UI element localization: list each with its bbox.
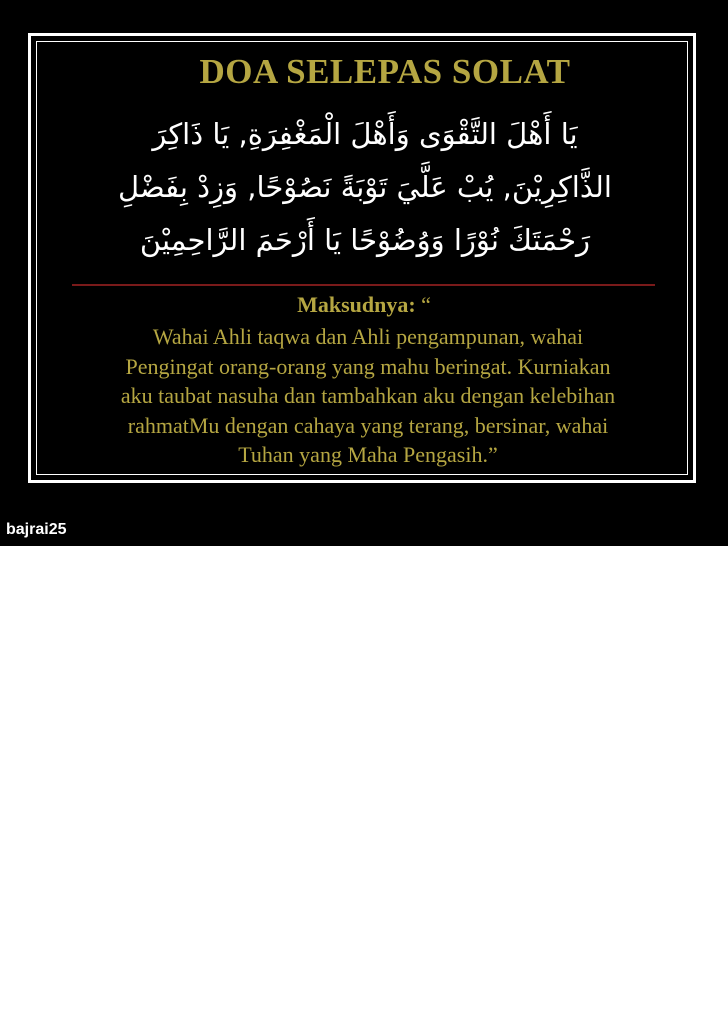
slide-title: DOA SELEPAS SOLAT bbox=[199, 52, 571, 91]
arabic-prayer-text bbox=[70, 108, 660, 267]
author-watermark: bajrai25 bbox=[6, 521, 67, 538]
arabic-line-2: الذَّاكِرِيْنَ, يُبْ عَلَّيَ تَوْبَةً نَصُوْحًا, وَزِدْ بِفَضْلِ bbox=[118, 170, 612, 204]
meaning-label: Maksudnya: bbox=[297, 292, 416, 317]
translation-line-5: Tuhan yang Maha Pengasih.” bbox=[238, 442, 498, 467]
translation-line-1: Wahai Ahli taqwa dan Ahli pengampunan, wahai bbox=[152, 324, 584, 349]
meaning-heading bbox=[0, 292, 728, 318]
translation-text bbox=[46, 322, 690, 470]
translation-line-3: aku taubat nasuha dan tambahkan aku dengan kelebihan bbox=[120, 383, 616, 408]
arabic-line-1: يَا أَهْلَ التَّقْوَى وَأَهْلَ الْمَغْفِرَةِ, يَا ذَاكِرَ bbox=[152, 117, 578, 151]
meaning-open-quote: “ bbox=[421, 292, 431, 317]
divider-line bbox=[72, 284, 655, 286]
translation-line-2: Pengingat orang-orang yang mahu beringat. Kurniakan bbox=[125, 353, 611, 379]
translation-line-4: rahmatMu dengan cahaya yang terang, bersinar, wahai bbox=[127, 412, 609, 438]
arabic-line-3: رَحْمَتَكَ نُوْرًا وَوُضُوْحًا يَا أَرْحَمَ الرَّاحِمِيْنَ bbox=[139, 223, 591, 257]
